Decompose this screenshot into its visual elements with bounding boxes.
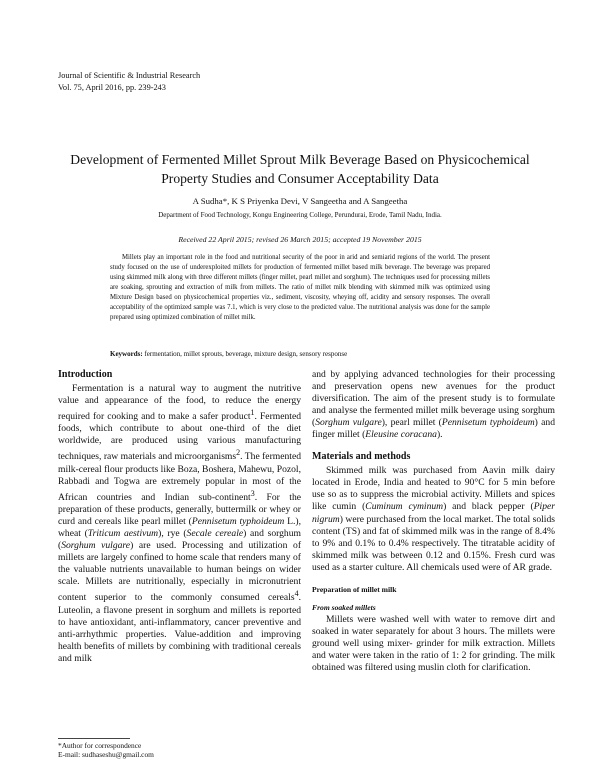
citation-3: 3 — [250, 488, 255, 498]
received-dates: Received 22 April 2015; revised 26 March 2015; accepted 19 November 2015 — [178, 235, 422, 244]
footnote-rule — [58, 738, 130, 739]
journal-header — [58, 70, 200, 94]
citation-4: 4 — [294, 589, 299, 599]
right-column — [312, 369, 555, 674]
introduction-continued: and by applying advanced technologies for their processing and preservation opens new avenues for the product diversification. The aim of the present study is to formulate and analyse the fermented millet milk beverage using sorghum (Sorghum vulgare), pearl millet (Pennisetum typhoideum) and finger millet (Eleusine coracana). — [312, 369, 555, 441]
methods-paragraph: Skimmed milk was purchased from Aavin milk dairy located in Erode, India and heated to 90°C for 5 min before use so as to suppress the microbial activity. Millets and spices like cumin (Cuminum cyminum) and black pepper (Piper nigrum) were purchased from the local market. The total solids content (TS) and fat of skimmed milk was in the range of 8.4% to 9% and 0.1% to 0.4% respectively. The titratable acidity of skimmed milk was between 0.12 and 0.15%. Fresh curd was used as a starter culture. All chemicals used were of AR grade. — [312, 465, 556, 573]
abstract: Millets play an important role in the food and nutritional security of the poor in arid and semiarid regions of the world. The present study focused on the use of underexploited millets for production of fermented millet based milk beverage. The beverage was prepared using skimmed milk along with three different millets (finger millet, pearl millet and sorghum). The techniques used for processing millets are soaking, sprouting and extraction of milk from millets. The ratio of millet milk blending with skimmed milk was optimized using Mixture Design based on physicochemical properties viz., sediment, viscosity, wheying off, acidity and sensory responses. The overall acceptability of the optimized sample was 7.1, which is very close to the predicted value. The nutritional analysis was done for the sample prepared using optimized combination of millet milk. — [110, 254, 490, 321]
citation-2: 2 — [236, 448, 241, 458]
left-column — [58, 369, 301, 665]
keywords — [110, 350, 490, 358]
journal-volume: Vol. 75, April 2016, pp. 239-243 — [58, 83, 166, 92]
paper-title: Development of Fermented Millet Sprout Milk Beverage Based on Physicochemical Property Studies and Consumer Acceptability Data — [70, 152, 530, 186]
author-list: A Sudha*, K S Priyenka Devi, V Sangeetha and A Sangeetha — [192, 196, 408, 206]
soaked-millets-subheading: From soaked millets — [312, 602, 376, 612]
journal-name: Journal of Scientific & Industrial Research — [58, 71, 201, 80]
preparation-subheading: Preparation of millet milk — [312, 584, 397, 594]
introduction-paragraph: Fermentation is a natural way to augment the nutritive value and appearance of the food, to reduce the energy required for cooking and to make a safer product$^1$. Fermented foods, which contribute to about one-third of the diet worldwide, are produced using various manufacturing techniques, raw materials and microorganisms$^2$. The fermented milk-cereal flour products like Boza, Boshera, Mahewu, Pozol, Rabbadi and Togwa are extremely popular in most of the African countries and Indian sub-continent$^3$. For the preparation of these products, generally, buttermilk or whey or curd and cereals like pearl millet (Pennisetum typhoideum L.), wheat (Triticum aestivum), rye (Secale cereale) and sorghum (Sorghum vulgare) are used. Processing and utilization of millets are largely confined to home scale that renders many of the valuable nutrients unavailable to human beings on wider scale. Millets are nutritionally, especially in micronutrient content superior to the commonly consumed cereals$^4$. Luteolin, a flavone present in sorghum and millets is reported to have antioxidant, anti-inflammatory, cancer preventive and anti-arrhythmic properties. Value-addition and improving health benefits of millets by combining with traditional cereals and milk — [58, 383, 302, 664]
correspondence-note: *Author for correspondence — [58, 741, 142, 750]
citation-1: 1 — [250, 408, 255, 418]
introduction-heading: Introduction — [58, 369, 113, 380]
affiliation: Department of Food Technology, Kongu Engineering College, Perundurai, Erode, Tamil Nadu, India. — [158, 211, 442, 219]
methods-heading: Materials and methods — [312, 451, 411, 463]
keywords-label: Keywords: — [110, 350, 143, 358]
soaked-millets-paragraph: Millets were washed well with water to remove dirt and soaked in water separately for about 3 hours. The millets were ground well using mixer- grinder for milk extraction. Millets and water were taken in the ratio of 1: 2 for grinding. The milk obtained was filtered using muslin cloth for clarification. — [312, 613, 555, 674]
keywords-text: fermentation, millet sprouts, beverage, mixture design, sensory response — [144, 350, 348, 358]
footnote — [58, 741, 154, 759]
email-note: E-mail: sudhaseshu@gmail.com — [58, 750, 154, 759]
